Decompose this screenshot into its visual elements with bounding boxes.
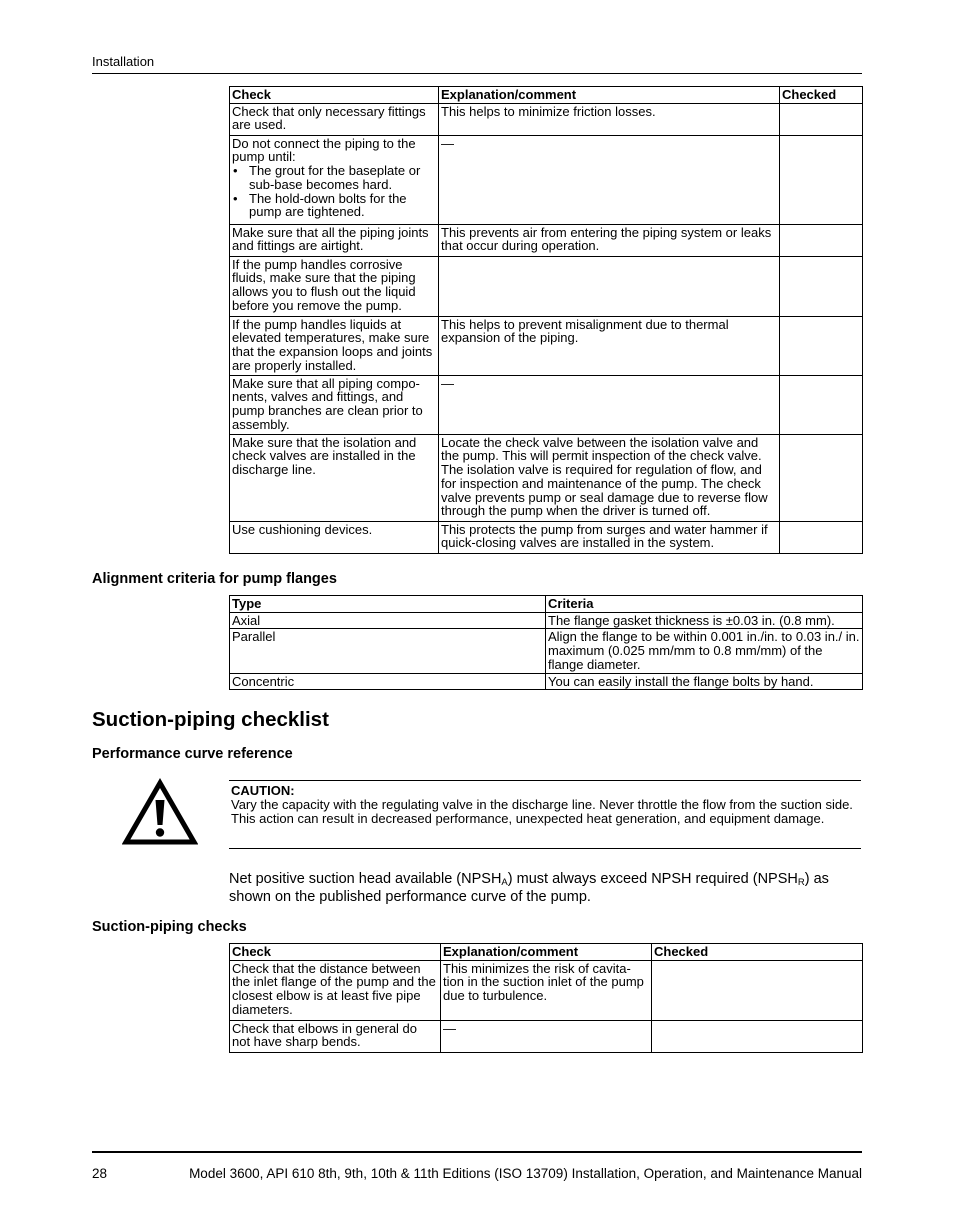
table-header-row	[230, 87, 863, 104]
column-header-checked: Checked	[652, 944, 863, 961]
type-cell: Parallel	[230, 629, 546, 673]
criteria-cell: Align the flange to be within 0.001 in./in. to 0.03 in./ in. maximum (0.025 mm/mm to 0.8 mm/mm) of the flange diameter.	[546, 629, 863, 673]
table-row	[230, 673, 863, 690]
list-item: • The grout for the baseplate or sub-base becomes hard.	[232, 164, 436, 191]
header-rule	[92, 73, 862, 74]
running-header: Installation	[92, 54, 155, 69]
check-cell: Check that only necessary fittings are used.	[230, 103, 439, 135]
table-row	[230, 521, 863, 553]
column-header-criteria: Criteria	[546, 596, 863, 613]
npsh-text-part: ) must always exceed NPSH required (NPSH	[507, 871, 798, 887]
caution-notice	[231, 784, 859, 826]
check-cell: Make sure that the isolation and check valves are installed in the discharge line.	[230, 434, 439, 521]
table-row	[230, 612, 863, 629]
list-item: • The hold-down bolts for the pump are tightened.	[232, 192, 436, 219]
table-row	[230, 135, 863, 224]
check-cell	[230, 135, 439, 224]
comment-cell: This minimizes the risk of cavita- tion in the suction inlet of the pump due to turbulence.	[441, 960, 652, 1020]
checked-cell	[780, 375, 863, 434]
footer-rule	[92, 1151, 862, 1153]
table-row	[230, 103, 863, 135]
check-cell: If the pump handles corrosive fluids, make sure that the piping allows you to flush out the liquid before you remove the pump.	[230, 256, 439, 316]
comment-cell	[439, 256, 780, 316]
criteria-cell: You can easily install the flange bolts by hand.	[546, 673, 863, 690]
checked-cell	[780, 316, 863, 375]
type-cell: Concentric	[230, 673, 546, 690]
npsh-text-part: ) as shown on the published performance curve of the pump.	[229, 871, 829, 905]
checked-cell	[780, 434, 863, 521]
section-title: Suction-piping checklist	[92, 708, 329, 731]
table-row	[230, 960, 863, 1020]
suction-checks-table	[229, 943, 863, 1053]
checked-cell	[780, 521, 863, 553]
npsh-subscript-a: A	[501, 877, 508, 888]
npsh-paragraph	[229, 871, 862, 906]
table-row	[230, 224, 863, 256]
page-number: 28	[92, 1166, 108, 1181]
caution-top-rule	[229, 780, 861, 781]
table-header-row	[230, 944, 863, 961]
checked-cell	[780, 224, 863, 256]
checked-cell	[652, 960, 863, 1020]
suction-checks-heading: Suction-piping checks	[92, 919, 247, 935]
comment-cell: This protects the pump from surges and water hammer if quick-closing valves are installed in the system.	[439, 521, 780, 553]
alignment-criteria-table	[229, 595, 863, 690]
comment-cell: Locate the check valve between the isolation valve and the pump. This will permit inspection of the check valve. The isolation valve is required for regulation of flow, and for inspection and maintenance of the pump. The check valve prevents pump or seal damage due to reverse flow through the pump when the driver is turned off.	[439, 434, 780, 521]
checked-cell	[780, 256, 863, 316]
comment-cell: —	[439, 375, 780, 434]
alignment-heading: Alignment criteria for pump flanges	[92, 571, 337, 587]
check-cell: Make sure that all the piping joints and fittings are airtight.	[230, 224, 439, 256]
column-header-explanation: Explanation/comment	[441, 944, 652, 961]
comment-cell: —	[439, 135, 780, 224]
comment-cell: —	[441, 1020, 652, 1052]
caution-bottom-rule	[229, 848, 861, 849]
column-header-check: Check	[230, 87, 439, 104]
table-row	[230, 256, 863, 316]
column-header-type: Type	[230, 596, 546, 613]
table-row	[230, 316, 863, 375]
checked-cell	[780, 135, 863, 224]
checked-cell	[652, 1020, 863, 1052]
table-row	[230, 434, 863, 521]
npsh-subscript-r: R	[797, 877, 805, 888]
check-cell: Make sure that all piping compo- nents, valves and fittings, and pump branches are clean prior to assembly.	[230, 375, 439, 434]
table-row	[230, 629, 863, 673]
table-row	[230, 375, 863, 434]
table-row	[230, 1020, 863, 1052]
check-cell: Check that elbows in general do not have sharp bends.	[230, 1020, 441, 1052]
check-cell: If the pump handles liquids at elevated temperatures, make sure that the expansion loops and joints are properly installed.	[230, 316, 439, 375]
comment-cell: This helps to minimize friction losses.	[439, 103, 780, 135]
type-cell: Axial	[230, 612, 546, 629]
npsh-text-part: Net positive suction head available (NPSH	[229, 871, 502, 887]
caution-title: CAUTION:	[231, 783, 295, 798]
checked-cell	[780, 103, 863, 135]
check-cell: Check that the distance between the inlet flange of the pump and the closest elbow is at least five pipe diameters.	[230, 960, 441, 1020]
manual-title: Model 3600, API 610 8th, 9th, 10th & 11th Editions (ISO 13709) Installation, Operation, and Maintenance Manual	[189, 1166, 862, 1181]
caution-text: Vary the capacity with the regulating valve in the discharge line. Never throttle the flow from the suction side. This action can result in decreased performance, unexpected heat generation, and equipment damage.	[231, 797, 853, 826]
criteria-cell: The flange gasket thickness is ±0.03 in. (0.8 mm).	[546, 612, 863, 629]
comment-cell: This prevents air from entering the piping system or leaks that occur during operation.	[439, 224, 780, 256]
column-header-checked: Checked	[780, 87, 863, 104]
column-header-check: Check	[230, 944, 441, 961]
comment-cell: This helps to prevent misalignment due to thermal expansion of the piping.	[439, 316, 780, 375]
check-bullet-list	[232, 164, 436, 219]
warning-triangle-icon	[122, 778, 198, 846]
performance-heading: Performance curve reference	[92, 746, 293, 762]
piping-checklist-table	[229, 86, 863, 554]
column-header-explanation: Explanation/comment	[439, 87, 780, 104]
check-intro: Do not connect the piping to the pump until:	[232, 135, 416, 165]
check-cell: Use cushioning devices.	[230, 521, 439, 553]
table-header-row	[230, 596, 863, 613]
